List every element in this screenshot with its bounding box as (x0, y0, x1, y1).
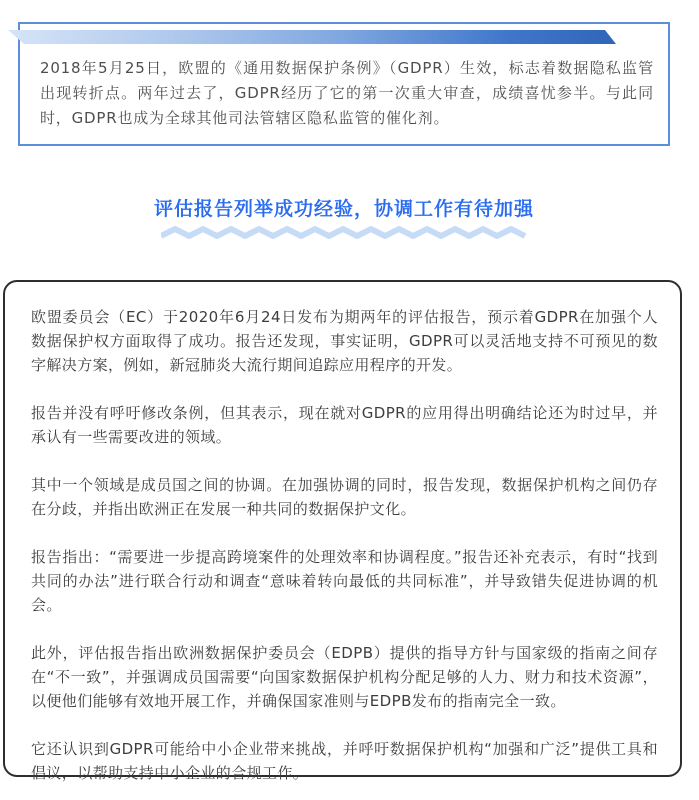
section-title: 评估报告列举成功经验，协调工作有待加强 (153, 198, 534, 220)
article-body-card (3, 280, 682, 782)
zigzag-underline-decoration (161, 225, 527, 240)
article-paragraph: 它还认识到GDPR可能给中小企业带来挑战，并呼吁数据保护机构“加强和广泛”提供工具和倡议，以帮助支持中小企业的合规工作。 (31, 740, 658, 782)
section-heading-block (18, 194, 670, 240)
article-paragraph: 此外，评估报告指出欧洲数据保护委员会（EDPB）提供的指导方针与国家级的指南之间存在“不一致”，并强调成员国需要“向国家数据保护机构分配足够的人力、财力和技术资源”，以便他们能够有效地开展工作，并确保国家准则与EDPB发布的指南完全一致。 (31, 644, 658, 710)
article-paragraph: 报告并没有呼吁修改条例，但其表示，现在就对GDPR的应用得出明确结论还为时过早，并承认有一些需要改进的领域。 (31, 404, 658, 446)
article-paragraph: 欧盟委员会（EC）于2020年6月24日发布为期两年的评估报告，预示着GDPR在加强个人数据保护权方面取得了成功。报告还发现，事实证明，GDPR可以灵活地支持不可预见的数字解决方案，例如，新冠肺炎大流行期间追踪应用程序的开发。 (31, 308, 658, 374)
intro-card (18, 22, 670, 146)
article-paragraph: 其中一个领域是成员国之间的协调。在加强协调的同时，报告发现，数据保护机构之间仍存在分歧，并指出欧洲正在发展一种共同的数据保护文化。 (31, 476, 658, 518)
intro-paragraph: 2018年5月25日，欧盟的《通用数据保护条例》（GDPR）生效，标志着数据隐私监管出现转折点。两年过去了，GDPR经历了它的第一次重大审查，成绩喜忧参半。与此同时，GDPR也成为全球其他司法管辖区隐私监管的催化剂。 (40, 59, 654, 127)
gradient-ribbon-decoration (8, 30, 616, 44)
article-paragraph: 报告指出：“需要进一步提高跨境案件的处理效率和协调程度。”报告还补充表示，有时“找到共同的办法”进行联合行动和调查“意味着转向最低的共同标准”，并导致错失促进协调的机会。 (31, 548, 658, 614)
